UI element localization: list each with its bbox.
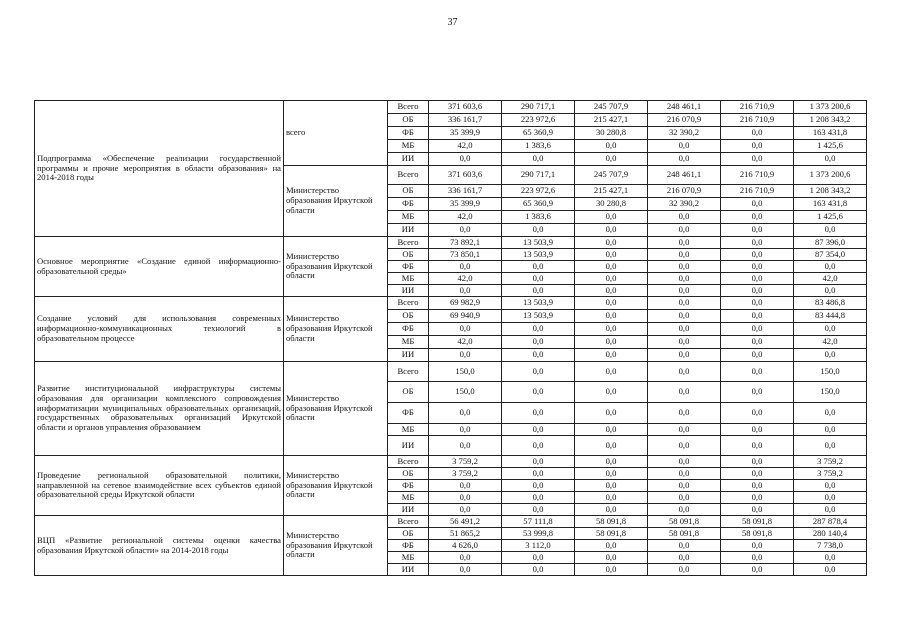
amount-cell: 0,0 xyxy=(794,323,867,336)
amount-cell: 53 999,8 xyxy=(502,528,575,540)
funding-source: ОБ xyxy=(388,382,429,403)
funding-source: Всего xyxy=(388,101,429,114)
funding-source: ОБ xyxy=(388,249,429,261)
amount-cell: 51 865,2 xyxy=(429,528,502,540)
funding-source: ФБ xyxy=(388,540,429,552)
amount-cell: 0,0 xyxy=(575,237,648,249)
executor-cell: Министерство образования Иркутской области xyxy=(284,516,388,576)
amount-cell: 0,0 xyxy=(502,564,575,576)
funding-source: ИИ xyxy=(388,349,429,362)
amount-cell: 65 360,9 xyxy=(502,198,575,211)
executor-cell: Министерство образования Иркутской области xyxy=(284,297,388,362)
amount-cell: 0,0 xyxy=(429,349,502,362)
amount-cell: 0,0 xyxy=(794,480,867,492)
amount-cell: 0,0 xyxy=(575,540,648,552)
funding-source: ОБ xyxy=(388,114,429,127)
amount-cell: 0,0 xyxy=(502,403,575,424)
amount-cell: 83 444,8 xyxy=(794,310,867,323)
amount-cell: 0,0 xyxy=(429,424,502,436)
amount-cell: 0,0 xyxy=(502,480,575,492)
amount-cell: 0,0 xyxy=(502,456,575,468)
table-row xyxy=(35,456,867,468)
amount-cell: 0,0 xyxy=(648,297,721,310)
amount-cell: 0,0 xyxy=(648,552,721,564)
amount-cell: 0,0 xyxy=(721,237,794,249)
funding-source: ФБ xyxy=(388,403,429,424)
measure-description: Подпрограмма «Обеспечение реализации государственной программы и прочие мероприятия в области образования» на 2014-2018 годы xyxy=(35,101,284,237)
amount-cell: 0,0 xyxy=(648,273,721,285)
amount-cell: 0,0 xyxy=(429,564,502,576)
funding-source: Всего xyxy=(388,297,429,310)
amount-cell: 0,0 xyxy=(575,310,648,323)
amount-cell: 223 972,6 xyxy=(502,114,575,127)
amount-cell: 0,0 xyxy=(575,297,648,310)
amount-cell: 0,0 xyxy=(575,468,648,480)
measure-description: Создание условий для использования современных информационно-коммуникационных технологий в образовательном процессе xyxy=(35,297,284,362)
amount-cell: 0,0 xyxy=(721,140,794,153)
amount-cell: 0,0 xyxy=(502,382,575,403)
funding-source: Всего xyxy=(388,362,429,382)
amount-cell: 0,0 xyxy=(575,249,648,261)
funding-source: ИИ xyxy=(388,285,429,297)
amount-cell: 216 070,9 xyxy=(648,114,721,127)
amount-cell: 13 503,9 xyxy=(502,310,575,323)
amount-cell: 0,0 xyxy=(721,211,794,224)
amount-cell: 42,0 xyxy=(794,273,867,285)
amount-cell: 0,0 xyxy=(575,140,648,153)
amount-cell: 0,0 xyxy=(794,349,867,362)
amount-cell: 3 759,2 xyxy=(794,456,867,468)
amount-cell: 32 390,2 xyxy=(648,198,721,211)
funding-source: МБ xyxy=(388,336,429,349)
amount-cell: 0,0 xyxy=(721,480,794,492)
amount-cell: 0,0 xyxy=(648,540,721,552)
amount-cell: 0,0 xyxy=(648,261,721,273)
amount-cell: 0,0 xyxy=(429,403,502,424)
amount-cell: 0,0 xyxy=(575,504,648,516)
amount-cell: 0,0 xyxy=(502,323,575,336)
amount-cell: 0,0 xyxy=(794,424,867,436)
amount-cell: 13 503,9 xyxy=(502,249,575,261)
amount-cell: 3 759,2 xyxy=(794,468,867,480)
amount-cell: 1 208 343,2 xyxy=(794,185,867,198)
amount-cell: 73 850,1 xyxy=(429,249,502,261)
amount-cell: 0,0 xyxy=(721,261,794,273)
funding-source: ФБ xyxy=(388,480,429,492)
amount-cell: 0,0 xyxy=(648,424,721,436)
amount-cell: 163 431,8 xyxy=(794,198,867,211)
amount-cell: 7 738,0 xyxy=(794,540,867,552)
amount-cell: 0,0 xyxy=(721,198,794,211)
amount-cell: 0,0 xyxy=(648,336,721,349)
amount-cell: 0,0 xyxy=(429,153,502,166)
amount-cell: 69 940,9 xyxy=(429,310,502,323)
measure-description: Проведение региональной образовательной политики, направленной на сетевое взаимодействие всех субъектов единой образовательной среды Иркутской области xyxy=(35,456,284,516)
amount-cell: 58 091,8 xyxy=(648,528,721,540)
amount-cell: 0,0 xyxy=(648,492,721,504)
amount-cell: 4 626,0 xyxy=(429,540,502,552)
funding-source: ФБ xyxy=(388,127,429,140)
amount-cell: 0,0 xyxy=(429,504,502,516)
amount-cell: 0,0 xyxy=(794,436,867,456)
measure-description: ВЦП «Развитие региональной системы оценки качества образования Иркутской области» на 2014-2018 годы xyxy=(35,516,284,576)
amount-cell: 65 360,9 xyxy=(502,127,575,140)
amount-cell: 1 208 343,2 xyxy=(794,114,867,127)
amount-cell: 42,0 xyxy=(429,140,502,153)
amount-cell: 0,0 xyxy=(429,285,502,297)
amount-cell: 42,0 xyxy=(429,211,502,224)
amount-cell: 216 710,9 xyxy=(721,166,794,185)
amount-cell: 32 390,2 xyxy=(648,127,721,140)
amount-cell: 0,0 xyxy=(648,211,721,224)
amount-cell: 371 603,6 xyxy=(429,166,502,185)
amount-cell: 216 070,9 xyxy=(648,185,721,198)
amount-cell: 0,0 xyxy=(721,349,794,362)
amount-cell: 0,0 xyxy=(648,504,721,516)
amount-cell: 57 111,8 xyxy=(502,516,575,528)
amount-cell: 150,0 xyxy=(429,382,502,403)
measure-description: Основное мероприятие «Создание единой информационно-образовательной среды» xyxy=(35,237,284,297)
amount-cell: 0,0 xyxy=(502,349,575,362)
amount-cell: 0,0 xyxy=(575,349,648,362)
amount-cell: 0,0 xyxy=(721,297,794,310)
amount-cell: 0,0 xyxy=(575,261,648,273)
amount-cell: 73 892,1 xyxy=(429,237,502,249)
funding-source: ИИ xyxy=(388,224,429,237)
amount-cell: 0,0 xyxy=(648,480,721,492)
amount-cell: 58 091,8 xyxy=(648,516,721,528)
amount-cell: 290 717,1 xyxy=(502,166,575,185)
amount-cell: 0,0 xyxy=(575,403,648,424)
table-row xyxy=(35,516,867,528)
table-row xyxy=(35,297,867,310)
funding-source: ОБ xyxy=(388,185,429,198)
amount-cell: 1 373 200,6 xyxy=(794,101,867,114)
amount-cell: 0,0 xyxy=(721,273,794,285)
amount-cell: 0,0 xyxy=(502,273,575,285)
amount-cell: 150,0 xyxy=(794,382,867,403)
amount-cell: 248 461,1 xyxy=(648,166,721,185)
amount-cell: 0,0 xyxy=(575,285,648,297)
amount-cell: 223 972,6 xyxy=(502,185,575,198)
executor-cell: всего xyxy=(284,101,388,166)
amount-cell: 30 280,8 xyxy=(575,198,648,211)
table-row xyxy=(35,101,867,114)
amount-cell: 0,0 xyxy=(721,310,794,323)
funding-source: ОБ xyxy=(388,310,429,323)
amount-cell: 0,0 xyxy=(575,153,648,166)
amount-cell: 336 161,7 xyxy=(429,114,502,127)
funding-source: МБ xyxy=(388,424,429,436)
amount-cell: 0,0 xyxy=(648,362,721,382)
amount-cell: 215 427,1 xyxy=(575,114,648,127)
amount-cell: 0,0 xyxy=(794,261,867,273)
amount-cell: 0,0 xyxy=(575,211,648,224)
amount-cell: 0,0 xyxy=(648,323,721,336)
amount-cell: 0,0 xyxy=(721,436,794,456)
amount-cell: 42,0 xyxy=(429,336,502,349)
amount-cell: 0,0 xyxy=(648,564,721,576)
amount-cell: 0,0 xyxy=(721,468,794,480)
funding-source: Всего xyxy=(388,166,429,185)
amount-cell: 0,0 xyxy=(575,382,648,403)
amount-cell: 1 425,6 xyxy=(794,211,867,224)
amount-cell: 0,0 xyxy=(502,424,575,436)
amount-cell: 30 280,8 xyxy=(575,127,648,140)
amount-cell: 0,0 xyxy=(721,127,794,140)
amount-cell: 58 091,8 xyxy=(721,516,794,528)
amount-cell: 0,0 xyxy=(794,492,867,504)
funding-source: ФБ xyxy=(388,323,429,336)
amount-cell: 3 112,0 xyxy=(502,540,575,552)
amount-cell: 56 491,2 xyxy=(429,516,502,528)
amount-cell: 0,0 xyxy=(502,468,575,480)
amount-cell: 0,0 xyxy=(721,552,794,564)
funding-source: ИИ xyxy=(388,436,429,456)
amount-cell: 0,0 xyxy=(721,492,794,504)
amount-cell: 0,0 xyxy=(794,285,867,297)
funding-source: ОБ xyxy=(388,468,429,480)
amount-cell: 0,0 xyxy=(575,480,648,492)
amount-cell: 58 091,8 xyxy=(575,516,648,528)
amount-cell: 58 091,8 xyxy=(721,528,794,540)
amount-cell: 0,0 xyxy=(648,153,721,166)
amount-cell: 0,0 xyxy=(648,249,721,261)
page-number: 37 xyxy=(447,17,458,28)
amount-cell: 0,0 xyxy=(502,261,575,273)
amount-cell: 0,0 xyxy=(721,153,794,166)
amount-cell: 0,0 xyxy=(794,564,867,576)
amount-cell: 0,0 xyxy=(502,552,575,564)
amount-cell: 0,0 xyxy=(575,336,648,349)
amount-cell: 0,0 xyxy=(502,336,575,349)
funding-source: МБ xyxy=(388,492,429,504)
funding-source: ИИ xyxy=(388,564,429,576)
funding-source: ИИ xyxy=(388,153,429,166)
amount-cell: 0,0 xyxy=(575,436,648,456)
amount-cell: 0,0 xyxy=(648,436,721,456)
amount-cell: 1 383,6 xyxy=(502,211,575,224)
funding-source: ФБ xyxy=(388,261,429,273)
amount-cell: 0,0 xyxy=(575,552,648,564)
amount-cell: 0,0 xyxy=(794,504,867,516)
amount-cell: 0,0 xyxy=(648,224,721,237)
amount-cell: 215 427,1 xyxy=(575,185,648,198)
amount-cell: 0,0 xyxy=(648,237,721,249)
budget-table xyxy=(34,100,867,576)
amount-cell: 0,0 xyxy=(648,310,721,323)
amount-cell: 0,0 xyxy=(429,480,502,492)
amount-cell: 35 399,9 xyxy=(429,127,502,140)
amount-cell: 0,0 xyxy=(721,249,794,261)
table-row xyxy=(35,362,867,382)
amount-cell: 0,0 xyxy=(794,403,867,424)
amount-cell: 290 717,1 xyxy=(502,101,575,114)
amount-cell: 245 707,9 xyxy=(575,101,648,114)
amount-cell: 248 461,1 xyxy=(648,101,721,114)
amount-cell: 0,0 xyxy=(648,403,721,424)
funding-source: МБ xyxy=(388,140,429,153)
amount-cell: 0,0 xyxy=(648,456,721,468)
amount-cell: 42,0 xyxy=(794,336,867,349)
amount-cell: 13 503,9 xyxy=(502,237,575,249)
amount-cell: 0,0 xyxy=(502,436,575,456)
amount-cell: 216 710,9 xyxy=(721,101,794,114)
amount-cell: 83 486,8 xyxy=(794,297,867,310)
amount-cell: 0,0 xyxy=(502,285,575,297)
amount-cell: 371 603,6 xyxy=(429,101,502,114)
funding-source: МБ xyxy=(388,552,429,564)
amount-cell: 0,0 xyxy=(721,564,794,576)
amount-cell: 0,0 xyxy=(429,492,502,504)
funding-source: Всего xyxy=(388,516,429,528)
funding-source: Всего xyxy=(388,456,429,468)
amount-cell: 0,0 xyxy=(429,224,502,237)
amount-cell: 0,0 xyxy=(721,285,794,297)
executor-cell: Министерство образования Иркутской области xyxy=(284,456,388,516)
amount-cell: 0,0 xyxy=(502,492,575,504)
amount-cell: 0,0 xyxy=(721,456,794,468)
funding-source: ИИ xyxy=(388,504,429,516)
amount-cell: 87 396,0 xyxy=(794,237,867,249)
amount-cell: 0,0 xyxy=(575,224,648,237)
amount-cell: 0,0 xyxy=(648,468,721,480)
amount-cell: 0,0 xyxy=(575,323,648,336)
amount-cell: 87 354,0 xyxy=(794,249,867,261)
amount-cell: 0,0 xyxy=(721,382,794,403)
budget-table-body xyxy=(35,101,867,576)
amount-cell: 0,0 xyxy=(721,504,794,516)
amount-cell: 0,0 xyxy=(648,140,721,153)
amount-cell: 0,0 xyxy=(794,153,867,166)
amount-cell: 0,0 xyxy=(575,273,648,285)
amount-cell: 0,0 xyxy=(721,403,794,424)
amount-cell: 216 710,9 xyxy=(721,114,794,127)
amount-cell: 1 383,6 xyxy=(502,140,575,153)
amount-cell: 13 503,9 xyxy=(502,297,575,310)
amount-cell: 0,0 xyxy=(721,424,794,436)
amount-cell: 3 759,2 xyxy=(429,468,502,480)
amount-cell: 1 373 200,6 xyxy=(794,166,867,185)
amount-cell: 0,0 xyxy=(721,336,794,349)
amount-cell: 0,0 xyxy=(429,323,502,336)
amount-cell: 0,0 xyxy=(502,362,575,382)
amount-cell: 58 091,8 xyxy=(575,528,648,540)
amount-cell: 35 399,9 xyxy=(429,198,502,211)
amount-cell: 216 710,9 xyxy=(721,185,794,198)
amount-cell: 0,0 xyxy=(648,285,721,297)
table-row xyxy=(35,237,867,249)
amount-cell: 150,0 xyxy=(429,362,502,382)
amount-cell: 0,0 xyxy=(575,564,648,576)
amount-cell: 0,0 xyxy=(502,153,575,166)
amount-cell: 0,0 xyxy=(429,261,502,273)
executor-cell: Министерство образования Иркутской области xyxy=(284,362,388,456)
amount-cell: 150,0 xyxy=(794,362,867,382)
funding-source: МБ xyxy=(388,211,429,224)
amount-cell: 3 759,2 xyxy=(429,456,502,468)
amount-cell: 0,0 xyxy=(502,504,575,516)
amount-cell: 0,0 xyxy=(575,492,648,504)
amount-cell: 280 140,4 xyxy=(794,528,867,540)
funding-source: МБ xyxy=(388,273,429,285)
executor-cell: Министерство образования Иркутской области xyxy=(284,237,388,297)
amount-cell: 245 707,9 xyxy=(575,166,648,185)
amount-cell: 0,0 xyxy=(721,224,794,237)
amount-cell: 0,0 xyxy=(721,362,794,382)
amount-cell: 0,0 xyxy=(575,424,648,436)
amount-cell: 0,0 xyxy=(575,456,648,468)
amount-cell: 0,0 xyxy=(721,540,794,552)
amount-cell: 0,0 xyxy=(429,436,502,456)
amount-cell: 0,0 xyxy=(794,224,867,237)
amount-cell: 1 425,6 xyxy=(794,140,867,153)
amount-cell: 287 878,4 xyxy=(794,516,867,528)
amount-cell: 42,0 xyxy=(429,273,502,285)
amount-cell: 0,0 xyxy=(648,382,721,403)
measure-description: Развитие институциональной инфраструктуры системы образования для организации комплексного сопровождения информатизации муниципальных образовательных организаций, государственных образовательных организаций Иркутской области и органов управления образованием xyxy=(35,362,284,456)
amount-cell: 0,0 xyxy=(794,552,867,564)
amount-cell: 163 431,8 xyxy=(794,127,867,140)
funding-source: ОБ xyxy=(388,528,429,540)
executor-cell: Министерство образования Иркутской области xyxy=(284,166,388,237)
amount-cell: 0,0 xyxy=(502,224,575,237)
funding-source: ФБ xyxy=(388,198,429,211)
amount-cell: 0,0 xyxy=(575,362,648,382)
amount-cell: 0,0 xyxy=(721,323,794,336)
amount-cell: 0,0 xyxy=(648,349,721,362)
amount-cell: 336 161,7 xyxy=(429,185,502,198)
amount-cell: 0,0 xyxy=(429,552,502,564)
funding-source: Всего xyxy=(388,237,429,249)
amount-cell: 69 982,9 xyxy=(429,297,502,310)
